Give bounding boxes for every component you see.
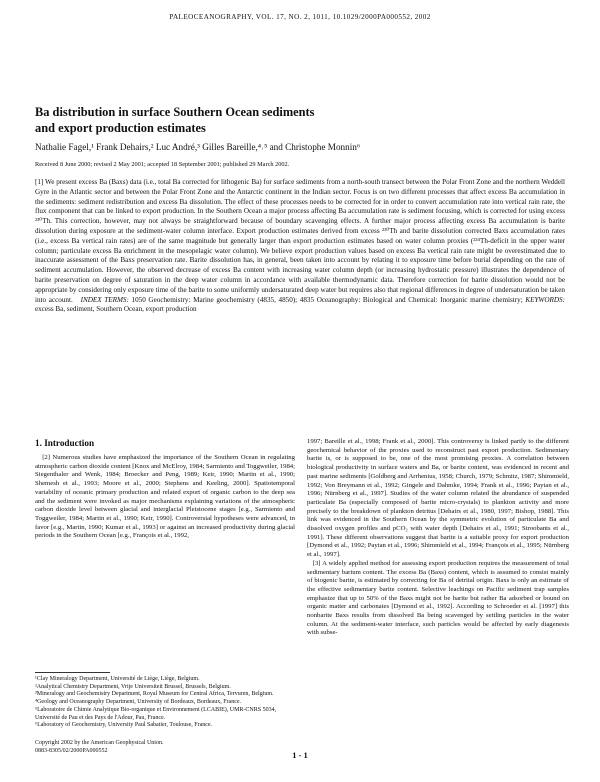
- footnote: ⁵Laboratoire de Chimie Analytique Bio-organique et Environnement (LCABIE), UMR-CNRS 5034, Université de Pau et des Pays de l'Adour, Pau, France.: [35, 706, 277, 721]
- index-terms-label: INDEX TERMS:: [80, 295, 129, 304]
- abstract: [35, 178, 565, 315]
- article-title: [35, 104, 575, 136]
- footnote: ⁶Laboratory of Geochemistry, University Paul Sabatier, Toulouse, France.: [35, 722, 213, 729]
- footnote: ²Analytical Chemistry Department, Vrije Universiteit Brussel, Brussels, Belgium.: [35, 683, 231, 690]
- intro-paragraph-continued: 1997; Bareille et al., 1998; Frank et al., 2000]. This controversy is linked partly to the different geochemical behavior of the proxies used to reconstruct past export production. Sedimentary barite is, or is supposed to be, one of the most promising proxies. A correlation between biological productivity in surface waters and Ba, or barite content, was evidenced in recent and past marine sediments [Goldberg and Arrhenius, 1958; Church, 1979; Schmitz, 1987; Shimmield, 1992; Von Breymann et al., 1992; Gingele and Dahmke, 1994; Frank et al., 1996; Paytan et al., 1996; Nürnberg et al., 1997]. Studies of the water column related the abundance of suspended particulate Ba (especially composed of barite micro-crystals) to plankton activity and more precisely to the breakdown of plankton detritus [Dehairs et al., 1980, 1997; Bishop, 1988]. This link was evidenced in the Southern Ocean by the symmetric evolution of particulate Ba and dissolved oxygen profiles and pCO₂ with water depth [Dehairs et al., 1991; Stroobants et al., 1991]. These different observations suggest that barite is a suitable proxy for export production [Dymond et al., 1992; Paytan et al., 1996; Shimmield et al., 1994; François et al., 1995; Nürnberg et al., 1997].: [307, 438, 569, 559]
- abstract-paragraph-marker: [1]: [35, 178, 44, 186]
- doi-code: 0883-8305/02/2000PA000552: [35, 747, 108, 754]
- footnote-divider: [35, 672, 110, 673]
- keywords-label: KEYWORDS:: [525, 295, 565, 304]
- page-number: 1 - 1: [292, 750, 308, 760]
- footnote: ⁴Geology and Oceanography Department, University of Bordeaux, Bordeaux, France.: [35, 699, 242, 706]
- intro-paragraph-3: [307, 560, 569, 638]
- copyright-line: Copyright 2002 by the American Geophysical Union.: [35, 740, 164, 746]
- title-line-2: and export production estimates: [35, 121, 206, 135]
- footnote: ¹Clay Mineralogy Department, Université de Liège, Liège, Belgium.: [35, 676, 200, 682]
- intro-paragraph: [35, 454, 295, 541]
- index-terms: 1050 Geochemistry: Marine geochemistry (4835, 4850); 4835 Oceanography: Biological and Chemical: Inorganic marine chemistry;: [131, 295, 523, 304]
- affiliation-footnotes: [35, 676, 295, 730]
- right-column: [307, 438, 569, 638]
- running-head: PALEOCEANOGRAPHY, VOL. 17, NO. 2, 1011, 10.1029/2000PA000552, 2002: [169, 13, 431, 21]
- section-heading: 1. Introduction: [35, 438, 95, 448]
- received-dates: Received 8 June 2000; revised 2 May 2001; accepted 18 September 2001; published 29 March 2002.: [35, 161, 290, 168]
- paragraph-marker: [2]: [42, 454, 51, 461]
- left-column: [35, 454, 295, 541]
- title-line-1: Ba distribution in surface Southern Ocean sediments: [35, 105, 315, 119]
- footnote: ³Mineralogy and Geochemistry Department, Royal Museum for Central Africa, Tervuren, Belgium.: [35, 691, 274, 698]
- paragraph-marker: [3]: [312, 559, 321, 567]
- paragraph-text: A widely applied method for assessing export production requires the measurement of total sedimentary barium content. The excess Ba (Baxs) content, which is assumed to consist mainly of biogenic barite, is estimated by correcting for Ba of detrital origin. Baxs is only an estimate of the effective sedimentary barite content. Selective leachings on Pacific sediment trap samples emphasize that up to 50% of the Baxs might not be barite but rather Ba adsorbed or bound on organic matter and carbonates [Dymond et al., 1992]. According to Schroeder et al. [1997] this nonbarite Baxs results from dissolved Ba being scavenged by settling particles in the water column. At the sediment-water interface, such particles would be affected by early diagenesis with subse-: [307, 559, 569, 637]
- paragraph-text: Numerous studies have emphasized the importance of the Southern Ocean in regulating atmospheric carbon dioxide content [Knox and McElroy, 1984; Sarmiento and Toggweiler, 1984; Siegenthaler and Wenk, 1984; Broecker and Peng, 1989; Keir, 1990; Martin et al., 1990; Shemesh et al., 1993; Moore et al., 2000; Stephens and Keeling, 2000]. Spatiotemporal variability of oceanic primary production and related export of organic carbon to the deep sea and the sediment were invoked as major mechanisms explaining variations of the atmospheric carbon dioxide level between glacial and interglacial Pleistocene stages [e.g., Sarmiento and Toggweiler, 1984; Martin et al., 1990; Keir, 1990]. Controversial hypotheses were advanced, in favor [e.g., Martin, 1990; Kumar et al., 1993] or against an increased productivity during glacial periods in the Southern Ocean [e.g., François et al., 1992,: [35, 454, 296, 540]
- author-list: Nathalie Fagel,¹ Frank Dehairs,² Luc André,³ Gilles Bareille,⁴˒⁵ and Christophe Monnin⁶: [35, 142, 361, 152]
- abstract-text: We present excess Ba (Baxs) data (i.e., total Ba corrected for lithogenic Ba) for surface sediments from a north-south transect between the Polar Front Zone and the northern Weddell Gyre in the Atlantic sector and between the Polar Front Zone and the Antarctic continent in the Indian sector. Focus is on two different processes that affect excess Ba accumulation in the sediments: sediment redistribution and excess Ba dissolution. The effect of these processes needs to be corrected for in order to convert accumulation rate into vertical rain rate, the flux component that can be linked to export production. In the Southern Ocean a major process affecting Ba accumulation rate is sediment focusing, which is corrected for using excess ²³⁰Th. This correction, however, may not always be straightforward because of boundary scavenging effects. A further major process affecting excess Ba accumulation is barite dissolution during exposure at the sediment-water column interface. Export production estimates derived from excess ²³⁰Th and barite dissolution corrected Baxs accumulation rates (i.e., excess Ba vertical rain rates) are of the same magnitude but generally larger than export production estimates based on water column proxies (²³⁴Th-deficit in the upper water column; particulate excess Ba enrichment in the mesopelagic water column). We believe export production values based on excess Ba vertical rain rate might be overestimated due to inaccurate assessment of the Baxs preservation rate. Barite dissolution has, in general, been taken into account by relating it to exposure time before burial depending on the rate of sediment accumulation. However, the observed decrease of excess Ba content with increasing water column depth (or increasing hydrostatic pressure) illustrates the dependence of barite preservation on degree of saturation in the deep water column in accordance with available thermodynamic data. Therefore correction for barite dissolution would not be appropriate by considering only exposure time of the barite to some uniformly undersaturated deep water but requires also that regional differences in degree of undersaturation be taken into account.: [35, 178, 565, 304]
- keywords: excess Ba, sediment, Southern Ocean, export production: [35, 305, 197, 314]
